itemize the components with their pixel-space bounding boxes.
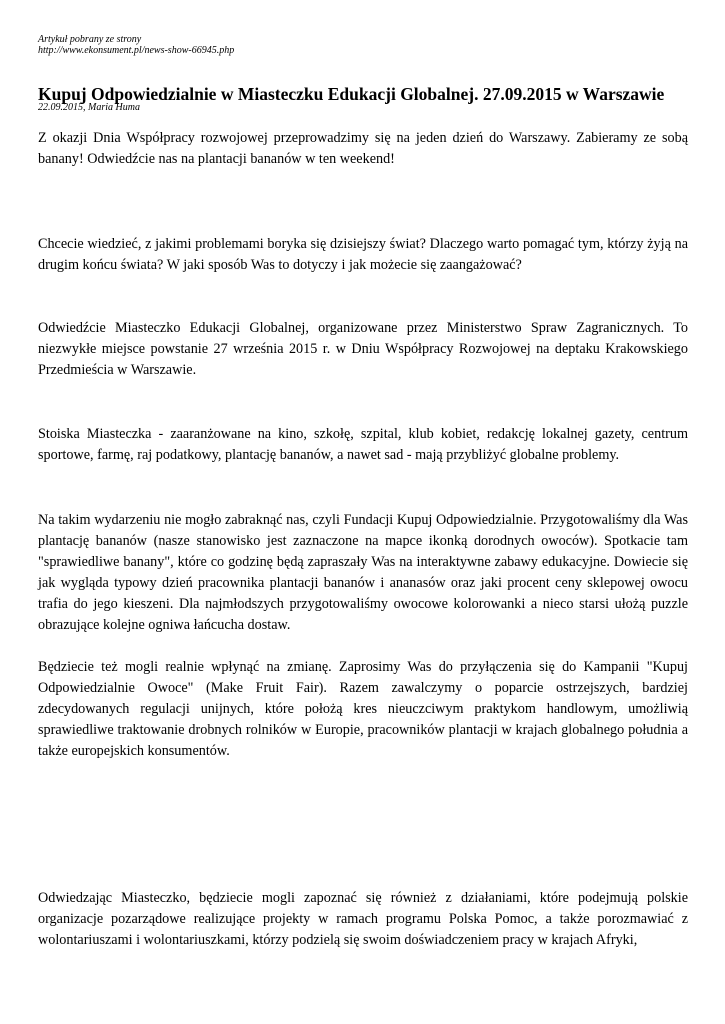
article-title: Kupuj Odpowiedzialnie w Miasteczku Edukacji Globalnej. 27.09.2015 w Warszawie <box>38 84 665 104</box>
source-header <box>38 34 234 56</box>
paragraph-7: Odwiedzając Miasteczko, będziecie mogli zapoznać się również z działaniami, które podejmują polskie organizacje pozarządowe realizujące projekty w ramach programu Polska Pomoc, a także porozmawiać z wolontariuszami i wolontariuszkami, którzy podzielą się swoim doświadczeniem pracy w krajach Afryki, <box>38 890 688 948</box>
article-byline: 22.09.2015, Maria Huma <box>38 102 140 113</box>
source-url: http://www.ekonsument.pl/news-show-66945.php <box>38 45 235 56</box>
paragraph-6: Będziecie też mogli realnie wpłynąć na zmianę. Zaprosimy Was do przyłączenia się do Kampanii "Kupuj Odpowiedzialnie Owoce" (Make Fruit Fair). Razem zawalczymy o poparcie ostrzejszych, bardziej zdecydowanych regulacji unijnych, które położą kres nieuczciwym praktykom handlowym, umożliwią sprawiedliwe traktowanie drobnych rolników w Europie, pracowników plantacji w krajach globalnego południa a także europejskich konsumentów. <box>38 659 688 759</box>
paragraph-2: Chcecie wiedzieć, z jakimi problemami boryka się dzisiejszy świat? Dlaczego warto pomagać tym, którzy żyją na drugim końcu świata? W jaki sposób Was to dotyczy i jak możecie się zaangażować? <box>38 236 688 273</box>
source-caption: Artykuł pobrany ze strony <box>38 34 142 45</box>
paragraph-4: Stoiska Miasteczka - zaaranżowane na kino, szkołę, szpital, klub kobiet, redakcję lokalnej gazety, centrum sportowe, farmę, raj podatkowy, plantację bananów, a nawet sad - mają przybliżyć globalne problemy. <box>38 426 688 463</box>
paragraph-1: Z okazji Dnia Współpracy rozwojowej przeprowadzimy się na jeden dzień do Warszawy. Zabieramy ze sobą banany! Odwiedźcie nas na plantacji bananów w ten weekend! <box>38 130 688 167</box>
paragraph-3: Odwiedźcie Miasteczko Edukacji Globalnej, organizowane przez Ministerstwo Spraw Zagranicznych. To niezwykłe miejsce powstanie 27 września 2015 r. w Dniu Współpracy Rozwojowej na deptaku Krakowskiego Przedmieścia w Warszawie. <box>38 320 688 378</box>
paragraph-5: Na takim wydarzeniu nie mogło zabraknąć nas, czyli Fundacji Kupuj Odpowiedzialnie. Przygotowaliśmy dla Was plantację bananów (nasze stanowisko jest zaznaczone na mapce ikonką dorodnych owoców). Spotkacie tam "sprawiedliwe banany", które co godzinę będą zapraszały Was na interaktywne zabawy edukacyjne. Dowiecie się jak wygląda typowy dzień pracownika plantacji bananów i ananasów oraz jaki procent ceny sklepowej owocu trafia do jego kieszeni. Dla najmłodszych przygotowaliśmy owocowe kolorowanki a nieco starsi ułożą puzzle obrazujące kolejne ogniwa łańcucha dostaw. <box>38 512 688 633</box>
